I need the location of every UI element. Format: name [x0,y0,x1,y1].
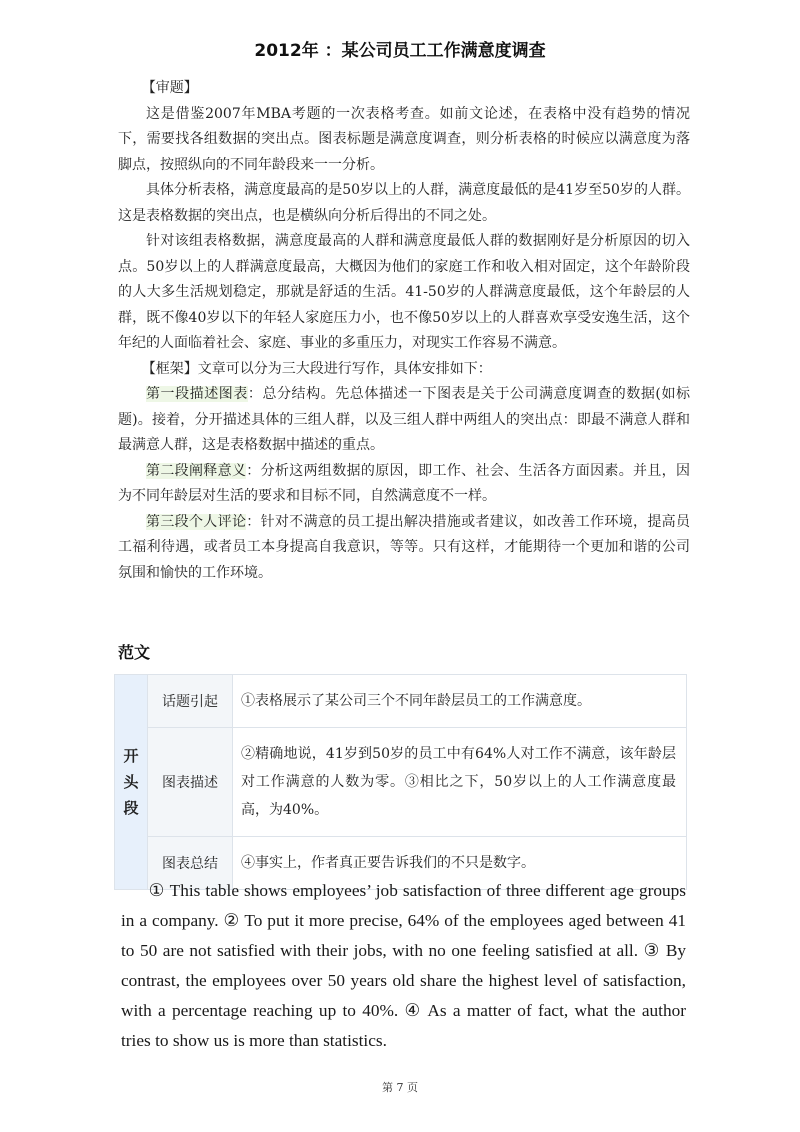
analysis-body [118,76,690,586]
table-row [115,728,687,837]
review-paragraph-2: 具体分析表格，满意度最高的是50岁以上的人群，满意度最低的是41岁至50岁的人群。这是表格数据的突出点，也是横纵向分析后得出的不同之处。 [118,182,690,224]
sample-heading: 范文 [118,643,151,662]
page-title: 2012年 ：某公司员工工作满意度调查 [254,41,546,61]
section-3-label: 第三段个人评论 [146,513,247,530]
row-label: 图表总结 [148,837,233,890]
review-paragraph-1: 这是借鉴2007年MBA考题的一次表格考查。如前文论述，在表格中没有趋势的情况下，需要找各组数据的突出点。图表标题是满意度调查，则分析表格的时候应以满意度为落脚点，按照纵向的不同年龄段来一一分析。 [118,105,690,173]
framework-section-2 [118,459,690,510]
framework-paragraph [118,357,690,383]
section-1-label: 第一段描述图表 [146,386,248,402]
page-number: 第 7 页 [382,1081,418,1094]
framework-section-1 [118,382,690,459]
row-content: ②精确地说，41岁到50岁的员工中有64%人对工作不满意，该年龄层对工作满意的人数为零。③相比之下，50岁以上的人工作满意度最高，为40%。 [233,728,687,837]
english-paragraph: ① This table shows employees’ job satisfaction of three different age groups in a company. ② To put it more precise, 64% of the employees aged between 41 to 50 are not satisfied with their jobs, with no one feeling satisfied at all. ③ By contrast, the employees over 50 years old share the highest level of satisfaction, with a percentage reaching up to 40%. ④ As a matter of fact, what the author tries to show us is more than statistics. [121,881,686,1050]
framework-intro: 文章可以分为三大段进行写作，具体安排如下： [197,360,492,377]
section-2-label: 第二段阐释意义 [146,462,247,479]
review-heading: 【审题】 [141,80,198,96]
review-paragraph-3: 针对该组表格数据，满意度最高的人群和满意度最低人群的数据刚好是分析原因的切入点。50岁以上的人群满意度最高，大概因为他们的家庭工作和收入相对固定，这个年龄阶段的人大多生活规划稳定，那就是舒适的生活。41-50岁的人群满意度最低，这个年龄层的人群，既不像40岁以下的年轻人家庭压力小，也不像50岁以上的人群喜欢享受安逸生活，这个年纪的人面临着社会、家庭、事业的多重压力，对现实工作容易不满意。 [118,233,690,351]
side-label-char: 头 [123,773,139,791]
section-2-text: ：分析这两组数据的原因，即工作、社会、生活各方面因素。并且，因为不同年龄层对生活的要求和目标不同，自然满意度不一样。 [118,462,691,504]
table-row [115,675,687,728]
row-label: 话题引起 [148,675,233,728]
english-sample [121,876,686,1056]
side-label-char: 开 [123,747,139,765]
sample-table [114,674,687,890]
section-3-text: ：针对不满意的员工提出解决措施或者建议，如改善工作环境，提高员工福利待遇，或者员工本身提高自我意识，等等。只有这样，才能期待一个更加和谐的公司氛围和愉快的工作环境。 [118,513,691,581]
row-content: ④事实上，作者真正要告诉我们的不只是数字。 [233,837,687,890]
framework-section-3 [118,510,690,587]
section-1-text: ：总分结构。先总体描述一下图表是关于公司满意度调查的数据(如标题)。接着，分开描述具体的三组人群，以及三组人群中两组人的突出点：即最不满意人群和最满意人群，这是表格数据中描述的重点。 [118,386,690,453]
side-label-char: 段 [123,799,139,817]
side-label [115,675,148,890]
row-label: 图表描述 [148,728,233,837]
framework-heading: 【框架】 [141,360,198,377]
row-content: ①表格展示了某公司三个不同年龄层员工的工作满意度。 [233,675,687,728]
